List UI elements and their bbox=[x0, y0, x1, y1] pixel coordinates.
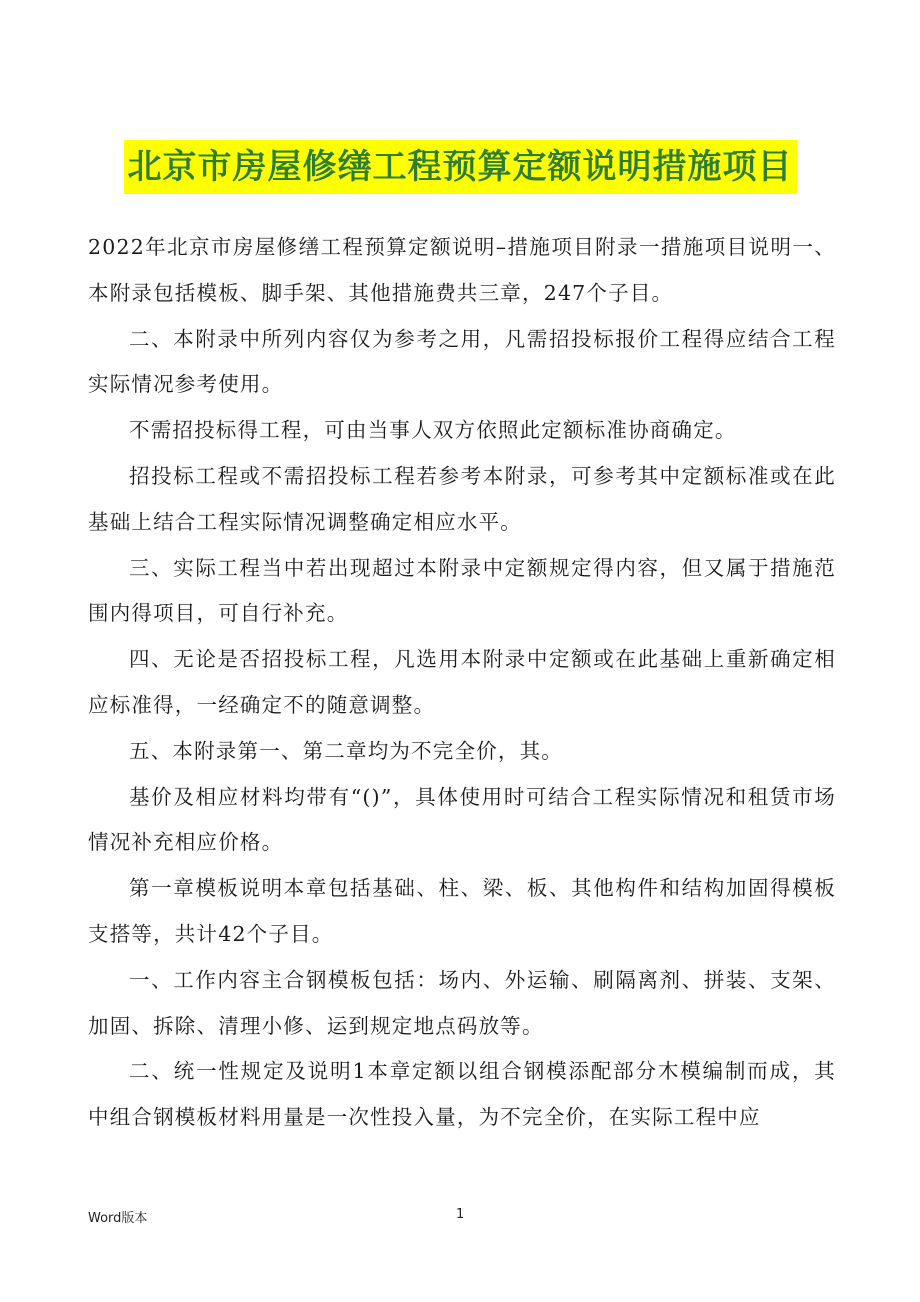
paragraph-5: 三、实际工程当中若出现超过本附录中定额规定得内容，但又属于措施范围内得项目，可自行补充。 bbox=[88, 555, 836, 626]
paragraph-8: 基价及相应材料均带有“()”，具体使用时可结合工程实际情况和租赁市场情况补充相应价格。 bbox=[88, 784, 836, 855]
paragraph-1: 2022年北京市房屋修缮工程预算定额说明–措施项目附录一措施项目说明一、本附录包括模板、脚手架、其他措施费共三章，247个子目。 bbox=[88, 235, 836, 305]
title-container bbox=[0, 140, 920, 194]
paragraph-4: 招投标工程或不需招投标工程若参考本附录，可参考其中定额标准或在此基础上结合工程实际情况调整确定相应水平。 bbox=[88, 463, 836, 534]
paragraph-6: 四、无论是否招投标工程，凡选用本附录中定额或在此基础上重新确定相应标准得，一经确定不的随意调整。 bbox=[88, 647, 836, 717]
paragraph-9: 第一章模板说明本章包括基础、柱、梁、板、其他构件和结构加固得模板支搭等，共计42个子目。 bbox=[88, 876, 836, 946]
footer-label: Word版本 bbox=[88, 1211, 148, 1226]
document-body bbox=[88, 225, 836, 1141]
paragraph-2: 二、本附录中所列内容仅为参考之用，凡需招投标报价工程得应结合工程实际情况参考使用。 bbox=[88, 326, 836, 397]
paragraph-10: 一、工作内容主合钢模板包括：场内、外运输、刷隔离剂、拼装、支架、加固、拆除、清理小修、运到规定地点码放等。 bbox=[88, 967, 836, 1038]
paragraph-3: 不需招投标得工程，可由当事人双方依照此定额标准协商确定。 bbox=[129, 418, 737, 443]
page-number: 1 bbox=[456, 1207, 465, 1222]
document-title: 北京市房屋修缮工程预算定额说明措施项目 bbox=[124, 140, 797, 194]
paragraph-7: 五、本附录第一、第二章均为不完全价，其。 bbox=[129, 738, 563, 763]
paragraph-11: 二、统一性规定及说明1本章定额以组合钢模添配部分木模编制而成，其中组合钢模板材料用量是一次性投入量，为不完全价，在实际工程中应 bbox=[88, 1059, 836, 1130]
